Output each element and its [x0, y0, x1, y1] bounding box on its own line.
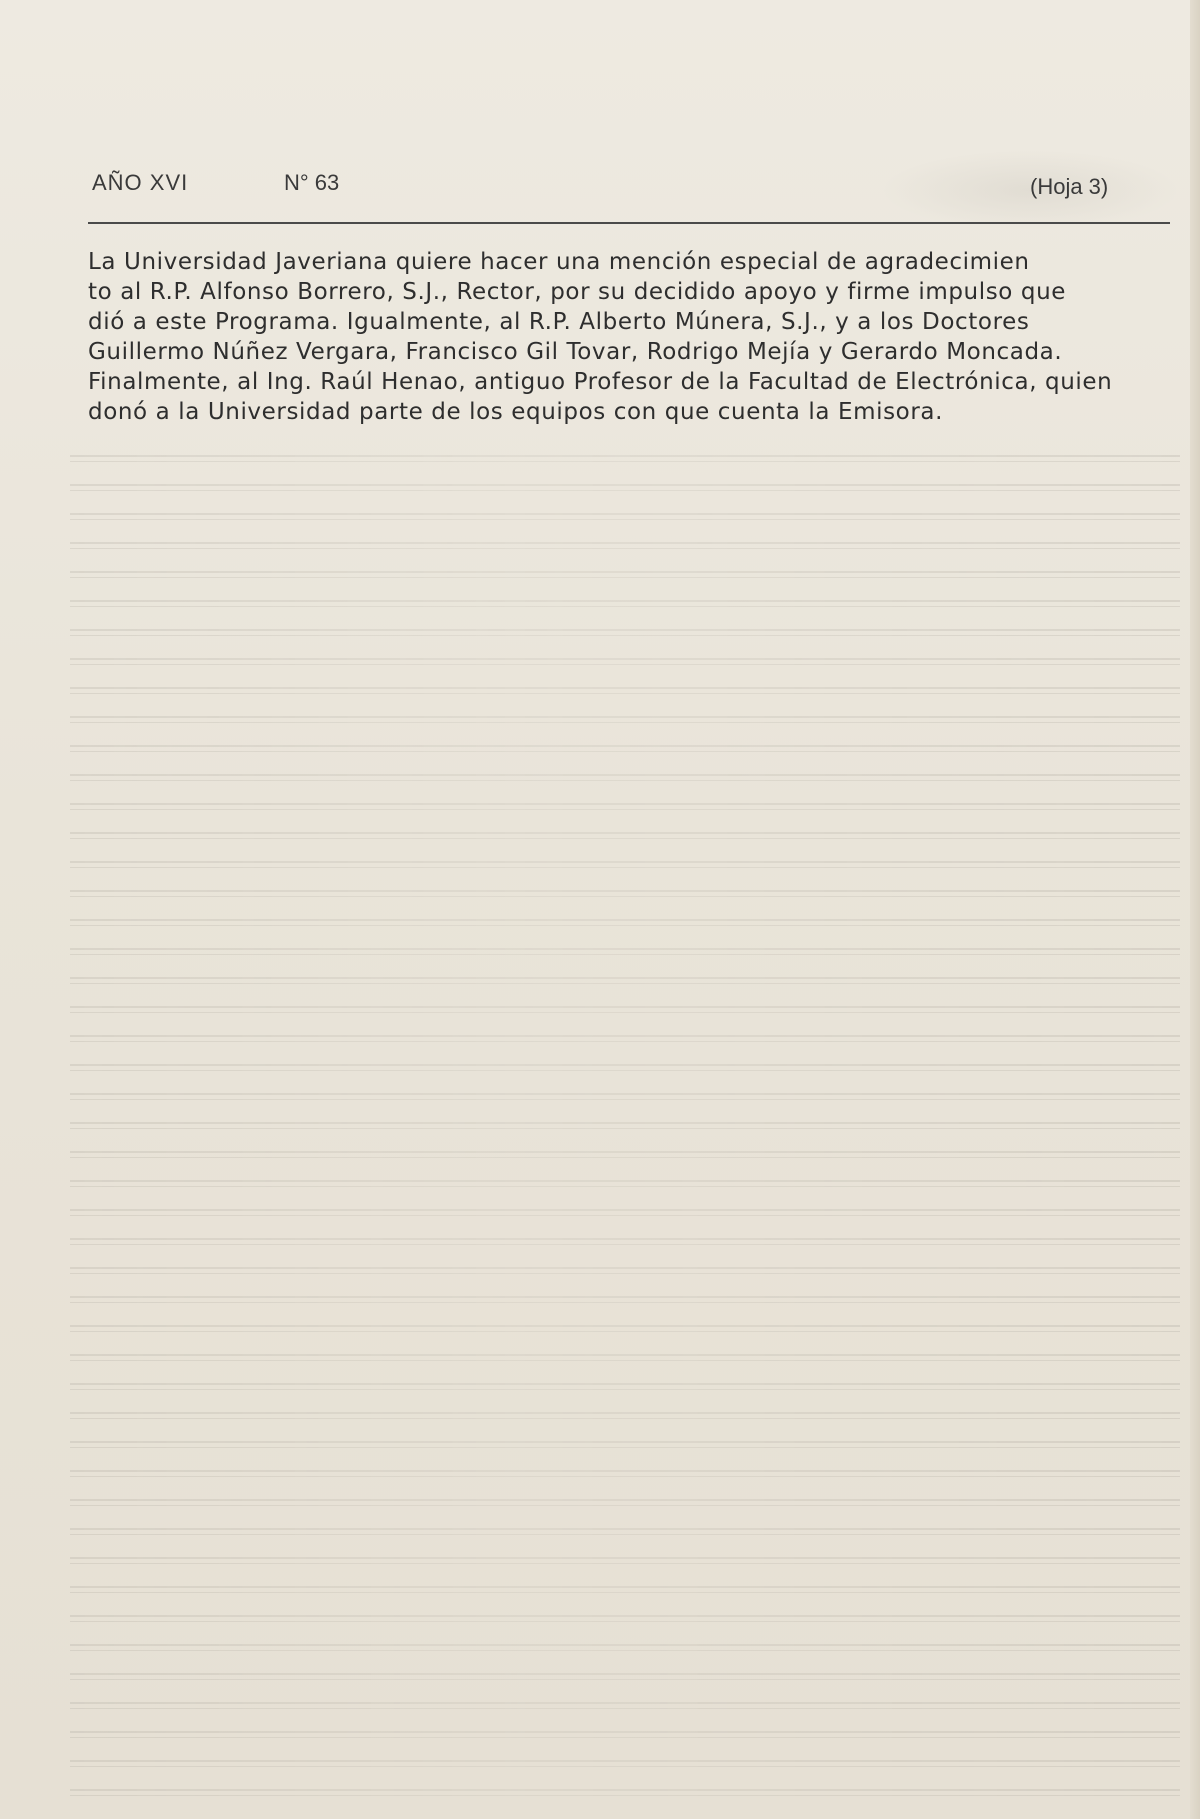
- page-header: [92, 152, 1172, 212]
- header-number: N° 63: [284, 170, 340, 195]
- acknowledgement-paragraph: La Universidad Javeriana quiere hacer una mención especial de agradecimien to al R.P. Alfonso Borrero, S.J., Rector, por su decidido apoyo y firme impulso que dió a este Programa. Igualmente, al R.P. Alberto Múnera, S.J., y a los Doctores Guillermo Núñez Vergara, Francisco Gil Tovar, Rodrigo Mejía y Gerardo Moncada. Finalmente, al Ing. Raúl Henao, antiguo Profesor de la Facultad de Electrónica, quien donó a la Universidad parte de los equipos con que cuenta la Emisora.: [88, 249, 1113, 425]
- bleed-through-text: [70, 445, 1180, 1805]
- header-year: AÑO XVI: [92, 170, 189, 195]
- header-sheet: (Hoja 3): [1030, 174, 1109, 199]
- page-edge: [1190, 0, 1200, 1819]
- header-rule: [88, 222, 1170, 224]
